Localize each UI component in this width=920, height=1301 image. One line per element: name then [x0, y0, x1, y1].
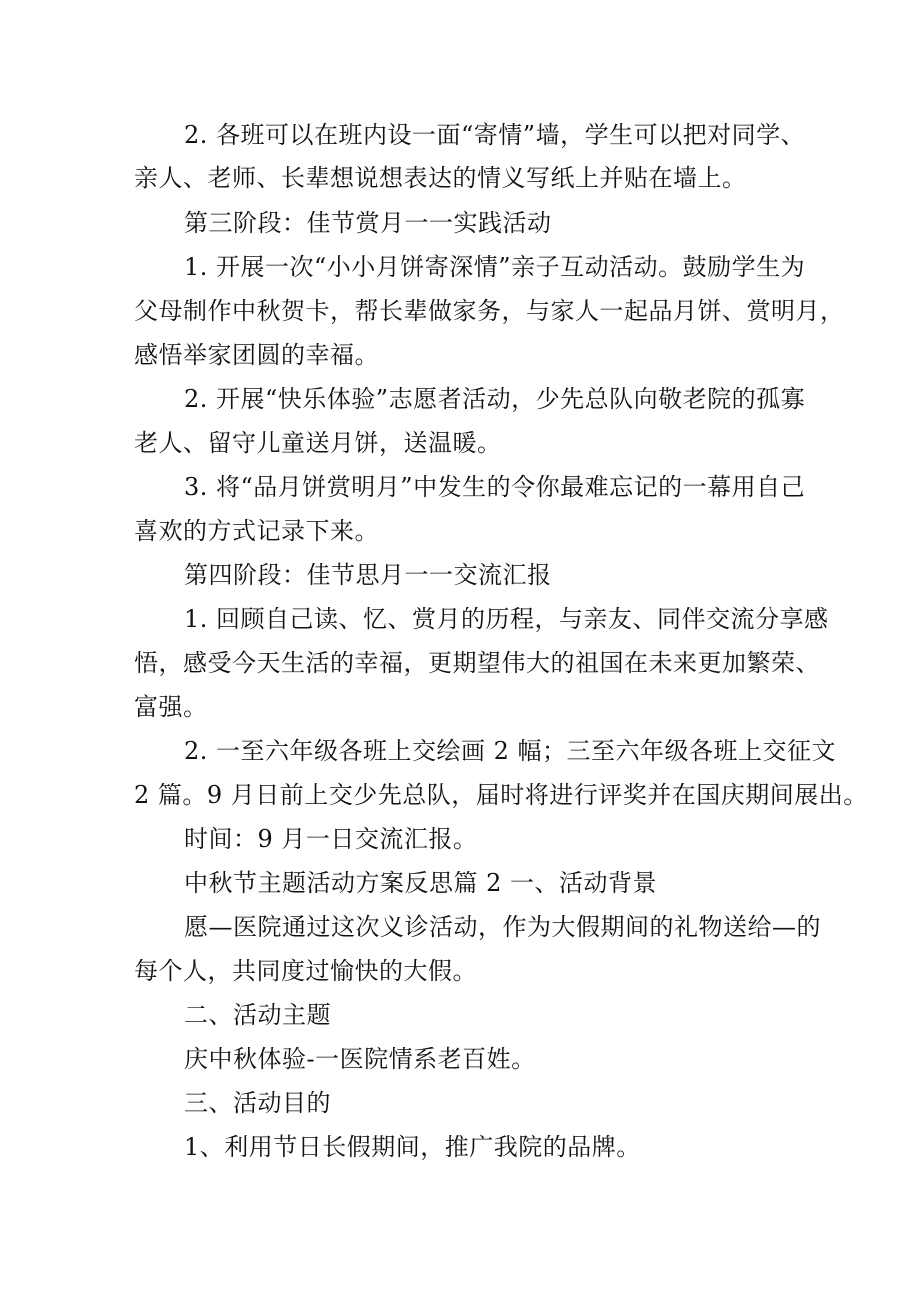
paragraph-line: 1. 回顾自己读、忆、赏月的历程，与亲友、同伴交流分享感: [184, 605, 829, 633]
paragraph-line: 2. 一至六年级各班上交绘画 2 幅；三至六年级各班上交征文: [184, 737, 837, 765]
paragraph-line: 愿—医院通过这次义诊活动，作为大假期间的礼物送给—的: [184, 913, 821, 941]
paragraph-line: 2 篇。9 月日前上交少先总队，届时将进行评奖并在国庆期间展出。: [134, 781, 868, 809]
paragraph-line: 3. 将“品月饼赏明月”中发生的令你最难忘记的一幕用自己: [184, 473, 806, 501]
paragraph-line: 喜欢的方式记录下来。: [134, 517, 379, 545]
section-heading: 二、活动主题: [184, 1001, 331, 1029]
paragraph-line: 悟，感受今天生活的幸福，更期望伟大的祖国在未来更加繁荣、: [134, 649, 820, 677]
paragraph-line: 富强。: [134, 693, 208, 721]
paragraph-line: 父母制作中秋贺卡，帮长辈做家务，与家人一起品月饼、赏明月，: [134, 297, 845, 325]
section-heading: 中秋节主题活动方案反思篇 2 一、活动背景: [184, 869, 658, 897]
paragraph-line: 2. 开展“快乐体验”志愿者活动，少先总队向敬老院的孤寡: [184, 385, 806, 413]
paragraph-line: 1、利用节日长假期间，推广我院的品牌。: [184, 1133, 641, 1161]
section-heading: 三、活动目的: [184, 1089, 331, 1117]
paragraph-line: 2. 各班可以在班内设一面“寄情”墙，学生可以把对同学、: [184, 121, 806, 149]
paragraph-line: 感悟举家团圆的幸福。: [134, 341, 379, 369]
paragraph-line: 1. 开展一次“小小月饼寄深情”亲子互动活动。鼓励学生为: [184, 253, 806, 281]
section-heading: 第四阶段：佳节思月一一交流汇报: [184, 561, 552, 589]
section-heading: 第三阶段：佳节赏月一一实践活动: [184, 209, 552, 237]
paragraph-line: 每个人，共同度过愉快的大假。: [134, 957, 477, 985]
paragraph-line: 时间：9 月一日交流汇报。: [184, 825, 478, 853]
paragraph-line: 庆中秋体验-一医院情系老百姓。: [184, 1045, 536, 1073]
paragraph-line: 亲人、老师、长辈想说想表达的情义写纸上并贴在墙上。: [134, 164, 747, 192]
paragraph-line: 老人、留守儿童送月饼，送温暖。: [134, 429, 502, 457]
